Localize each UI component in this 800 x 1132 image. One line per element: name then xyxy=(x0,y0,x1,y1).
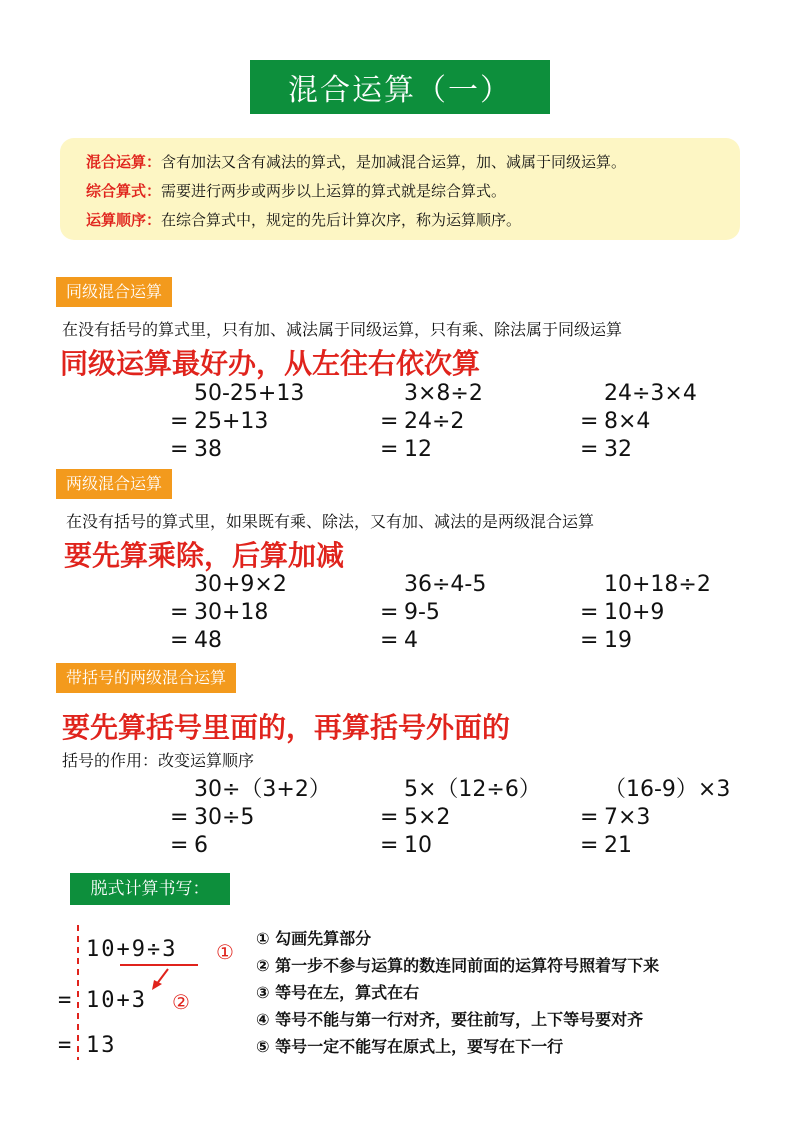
circle-mark-2: ② xyxy=(172,990,190,1014)
section-description: 括号的作用：改变运算顺序 xyxy=(62,751,255,770)
example-result: 19 xyxy=(604,628,632,653)
demo-text-underlined: 9÷3 xyxy=(131,937,178,962)
example-result: 4 xyxy=(404,628,418,653)
equals-sign: = xyxy=(170,805,189,830)
section-rule: 要先算括号里面的，再算括号外面的 xyxy=(62,711,511,744)
definition-term: 混合运算： xyxy=(86,153,162,171)
example-result: 38 xyxy=(194,437,222,462)
equals-sign: = xyxy=(580,805,599,830)
example-step: 30÷5 xyxy=(194,805,255,830)
example-calc xyxy=(170,571,287,655)
demo-line-3 xyxy=(58,1033,73,1058)
equals-sign: = xyxy=(170,628,189,653)
equals-sign: = xyxy=(58,1033,74,1058)
definition-text: 在综合算式中，规定的先后计算次序，称为运算顺序。 xyxy=(161,211,522,229)
equals-sign: = xyxy=(170,409,189,434)
example-result: 12 xyxy=(404,437,432,462)
section-description: 在没有括号的算式里，只有加、减法属于同级运算，只有乘、除法属于同级运算 xyxy=(62,320,623,339)
equals-sign: = xyxy=(58,988,74,1013)
example-expression: 36÷4-5 xyxy=(404,572,487,597)
example-result: 32 xyxy=(604,437,632,462)
example-expression: 10+18÷2 xyxy=(604,572,711,597)
example-step: 5×2 xyxy=(404,805,451,830)
example-expression: 24÷3×4 xyxy=(604,381,697,406)
section-tag: 带括号的两级混合运算 xyxy=(56,663,236,693)
example-calc xyxy=(380,571,486,655)
definition-term: 综合算式： xyxy=(86,182,162,200)
example-calc xyxy=(580,380,697,464)
demo-line-3-expr: 13 xyxy=(86,1033,117,1058)
equals-sign: = xyxy=(380,805,399,830)
definition-term: 运算顺序： xyxy=(86,211,162,229)
section-description: 在没有括号的算式里，如果既有乘、除法，又有加、减法的是两级混合运算 xyxy=(66,512,595,531)
demo-text: 10+ xyxy=(86,937,132,962)
demo-line-1 xyxy=(86,937,178,962)
writing-step: ④ 等号不能与第一行对齐，要往前写，上下等号要对齐 xyxy=(256,1010,644,1029)
section-tag: 两级混合运算 xyxy=(56,469,172,499)
writing-step: ⑤ 等号一定不能写在原式上，要写在下一行 xyxy=(256,1037,564,1056)
example-result: 10 xyxy=(404,833,432,858)
equals-sign: = xyxy=(580,600,599,625)
definition-item xyxy=(86,177,740,206)
example-step: 30+18 xyxy=(194,600,269,625)
equals-sign: = xyxy=(580,833,599,858)
example-calc xyxy=(170,776,331,860)
equals-sign: = xyxy=(170,600,189,625)
writing-tag: 脱式计算书写： xyxy=(70,873,230,905)
example-result: 21 xyxy=(604,833,632,858)
equals-sign: = xyxy=(380,600,399,625)
equals-sign: = xyxy=(380,409,399,434)
section-tag: 同级混合运算 xyxy=(56,277,172,307)
equals-sign: = xyxy=(580,437,599,462)
equals-sign: = xyxy=(170,437,189,462)
example-expression: 3×8÷2 xyxy=(404,381,483,406)
circle-mark-1: ① xyxy=(216,940,234,964)
example-result: 48 xyxy=(194,628,222,653)
equals-sign: = xyxy=(380,628,399,653)
equals-sign: = xyxy=(580,409,599,434)
example-step: 7×3 xyxy=(604,805,651,830)
example-expression: （16-9）×3 xyxy=(604,777,731,802)
example-result: 6 xyxy=(194,833,208,858)
example-step: 25+13 xyxy=(194,409,269,434)
definitions-box xyxy=(60,138,740,240)
example-step: 24÷2 xyxy=(404,409,465,434)
equals-sign: = xyxy=(380,833,399,858)
example-calc xyxy=(170,380,304,464)
equals-sign: = xyxy=(170,833,189,858)
example-calc xyxy=(380,776,541,860)
page-title: 混合运算（一） xyxy=(250,60,550,114)
equals-sign: = xyxy=(380,437,399,462)
arrow-head-icon xyxy=(152,980,162,990)
example-calc xyxy=(580,776,730,860)
section-rule: 要先算乘除，后算加减 xyxy=(64,539,345,572)
equals-sign: = xyxy=(580,628,599,653)
example-step: 8×4 xyxy=(604,409,651,434)
demo-line-2-expr: 10+3 xyxy=(86,988,147,1013)
example-calc xyxy=(380,380,483,464)
writing-step: ① 勾画先算部分 xyxy=(256,929,372,948)
demo-line-2 xyxy=(58,988,73,1013)
example-step: 10+9 xyxy=(604,600,665,625)
definition-text: 含有加法又含有减法的算式，是加减混合运算，加、减属于同级运算。 xyxy=(161,153,627,171)
example-expression: 30+9×2 xyxy=(194,572,287,597)
writing-step: ③ 等号在左，算式在右 xyxy=(256,983,420,1002)
example-expression: 50-25+13 xyxy=(194,381,305,406)
example-expression: 30÷（3+2） xyxy=(194,777,331,802)
section-rule: 同级运算最好办，从左往右依次算 xyxy=(60,347,481,380)
example-step: 9-5 xyxy=(404,600,440,625)
writing-step: ② 第一步不参与运算的数连同前面的运算符号照着写下来 xyxy=(256,956,660,975)
definition-text: 需要进行两步或两步以上运算的算式就是综合算式。 xyxy=(161,182,507,200)
example-calc xyxy=(580,571,711,655)
definition-item xyxy=(86,206,740,235)
definition-item xyxy=(86,148,740,177)
example-expression: 5×（12÷6） xyxy=(404,777,541,802)
